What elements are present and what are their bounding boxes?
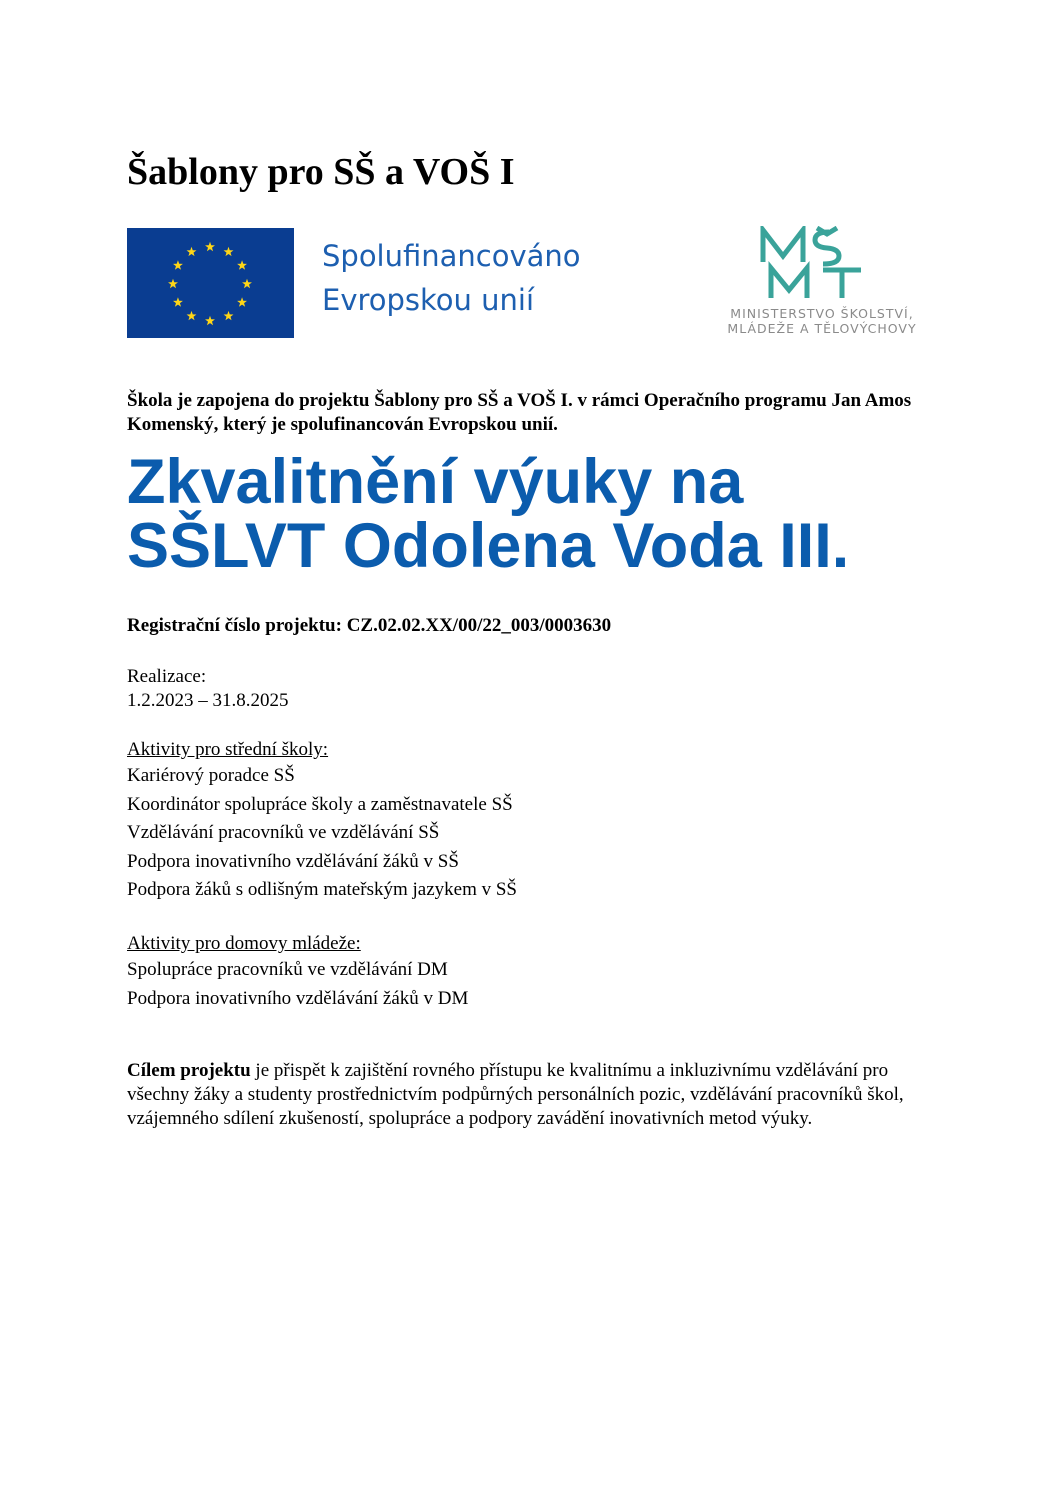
realizace-block: [127, 665, 289, 713]
eu-star-icon: [237, 260, 247, 269]
page-title: Šablony pro SŠ a VOŠ I: [127, 151, 515, 193]
msmt-text: [702, 306, 942, 336]
activities-schools: [127, 738, 517, 905]
activities-dorms: [127, 932, 468, 1013]
list-item: Koordinátor spolupráce školy a zaměstnavatele SŠ: [127, 793, 513, 815]
activities-schools-heading: Aktivity pro střední školy:: [127, 739, 329, 760]
eu-star-icon: [237, 297, 247, 306]
logo-strip: [127, 226, 947, 346]
list-item: Vzdělávání pracovníků ve vzdělávání SŠ: [127, 822, 440, 843]
eu-star-icon: [242, 279, 252, 288]
registration-number: Registrační číslo projektu: CZ.02.02.XX/00/22_003/0003630: [127, 615, 612, 636]
eu-star-icon: [173, 260, 183, 269]
eu-cofinanced-text: [322, 234, 581, 322]
headline-line2: SŠLVT Odolena Voda III.: [127, 511, 850, 581]
realizace-dates: 1.2.2023 – 31.8.2025: [127, 690, 289, 711]
list-item: Podpora inovativního vzdělávání žáků v DM: [127, 987, 469, 1009]
eu-text-line1: Spolufinancováno: [322, 239, 581, 273]
list-item: Podpora žáků s odlišným mateřským jazykem v SŠ: [127, 879, 517, 900]
activities-dorms-heading: Aktivity pro domovy mládeže:: [127, 933, 361, 954]
eu-text-line2: Evropskou unií: [322, 283, 535, 317]
eu-flag-logo: [127, 228, 294, 338]
project-headline: [127, 447, 947, 581]
eu-star-icon: [205, 242, 215, 251]
eu-star-icon: [205, 316, 215, 325]
headline-line1: Zkvalitnění výuky na: [127, 447, 744, 517]
eu-star-icon: [224, 311, 234, 320]
list-item: Kariérový poradce SŠ: [127, 765, 295, 786]
realizace-label: Realizace:: [127, 666, 207, 687]
goal-text: je přispět k zajištění rovného přístupu ke kvalitnímu a inkluzivnímu vzdělávání pro všechny žáky a studenty prostřednictvím podpůrných personálních pozic, vzdělávání pracovníků škol, vzájemného sdílení zkušeností, spolupráce a podpory zavádění inovativních metod výuky.: [127, 1060, 904, 1129]
eu-star-icon: [173, 297, 183, 306]
msmt-text-line1: MINISTERSTVO ŠKOLSTVÍ,: [730, 306, 914, 321]
msmt-monogram-icon: [757, 226, 877, 301]
goal-lead: Cílem projektu: [127, 1060, 251, 1081]
eu-star-icon: [187, 247, 197, 256]
eu-stars-icon: [127, 228, 294, 338]
eu-star-icon: [168, 279, 178, 288]
goal-paragraph: [127, 1059, 947, 1131]
eu-star-icon: [224, 247, 234, 256]
eu-star-icon: [187, 311, 197, 320]
list-item: Podpora inovativního vzdělávání žáků v SŠ: [127, 850, 459, 872]
intro-paragraph: Škola je zapojena do projektu Šablony pro SŠ a VOŠ I. v rámci Operačního programu Jan Amos Komenský, který je spolufinancován Evropskou unií.: [127, 390, 912, 435]
msmt-logo: [702, 226, 942, 346]
list-item: Spolupráce pracovníků ve vzdělávání DM: [127, 959, 448, 980]
msmt-text-line2: MLÁDEŽE A TĚLOVÝCHOVY: [727, 321, 917, 336]
